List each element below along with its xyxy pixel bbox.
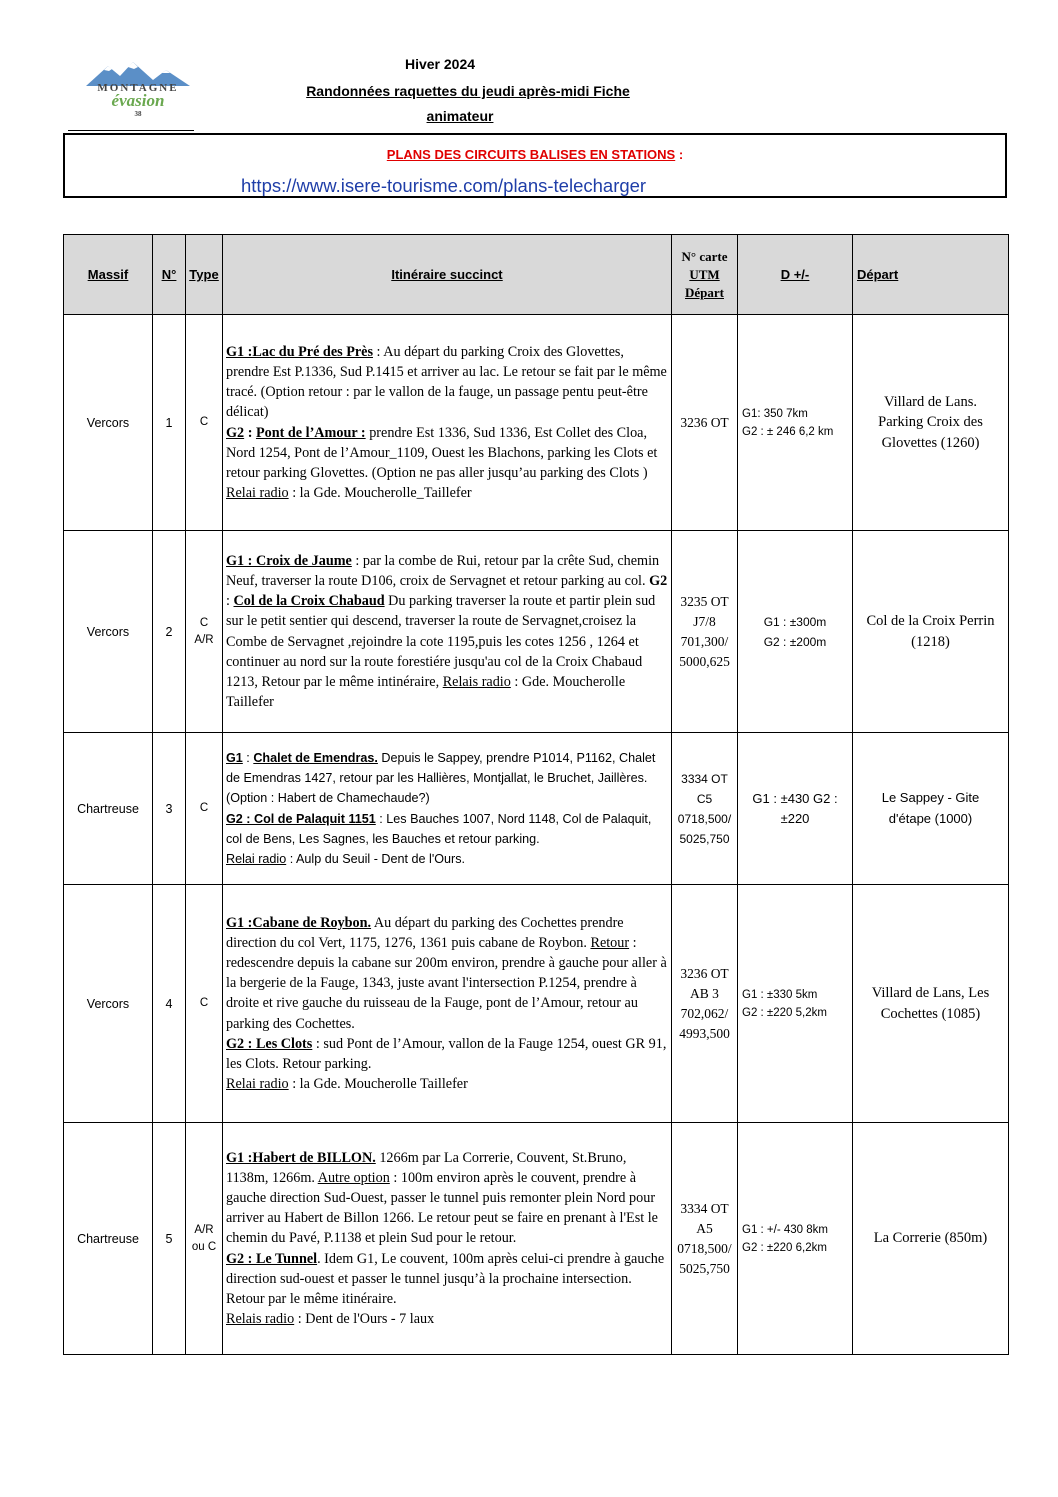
cell-depart: Le Sappey - Gite d'étape (1000) xyxy=(853,733,1009,885)
header-depart: Départ xyxy=(853,235,1009,315)
logo-text-montagne: MONTAGNE xyxy=(97,82,179,94)
cell-utm: 3236 OT AB 3 702,062/ 4993,500 xyxy=(672,885,738,1123)
cell-itinerary: G1 :Lac du Pré des Près : Au départ du parking Croix des Glovettes, prendre Est P.1336, Sud P.1415 et arriver au lac. Le retour se fait par le même tracé. (Option retour : par le vallon de la fauge, un passage pentu peut-être délicat) G2 : Pont de l’Amour : prendre Est 1336, Sud 1336, Est Collet des Cloa, Nord 1254, Pont de l’Amour_1109, Ouest les Blachons, parking les Clots et retour parking Glovettes. (Option ne pas aller jusqu’au parking des Clots ) Relai radio : la Gde. Moucherolle_Taillefer xyxy=(223,315,672,531)
cell-massif: Chartreuse xyxy=(64,1123,153,1355)
cell-elevation: G1 : ±330 5km G2 : ±220 5,2km xyxy=(738,885,853,1123)
plans-label: PLANS DES CIRCUITS BALISES EN STATIONS : xyxy=(386,147,684,162)
cell-num: 2 xyxy=(153,531,186,733)
cell-type: C xyxy=(186,733,223,885)
cell-elevation: G1: 350 7km G2 : ± 246 6,2 km xyxy=(738,315,853,531)
header-title: Randonnées raquettes du jeudi après-midi Fiche xyxy=(306,83,630,99)
cell-num: 3 xyxy=(153,733,186,885)
cell-itinerary: G1 : Croix de Jaume : par la combe de Rui, retour par la crête Sud, chemin Neuf, traverser la route D106, croix de Servagnet et retour parking au col. G2 : Col de la Croix Chabaud Du parking traverser la route et partir plein sud sur le petit sentier qui descend, traverser la route de Servagnet,croisez la Combe de Servagnet ,rejoindre la cote 1195,puis les cotes 1256 , 1264 et continuer au nord sur la route forestiére jusqu'au col de la Croix Chabaud 1213, Retour par le même intinéraire, Relais radio : Gde. Moucherolle Taillefer xyxy=(223,531,672,733)
logo xyxy=(78,58,198,120)
cell-elevation: G1 : ±430 G2 : ±220 xyxy=(738,733,853,885)
header-type: Type xyxy=(186,235,223,315)
header-subtitle: animateur xyxy=(426,108,494,124)
header-massif: Massif xyxy=(64,235,153,315)
cell-elevation: G1 : +/- 430 8km G2 : ±220 6,2km xyxy=(738,1123,853,1355)
cell-utm: 3334 OT C5 0718,500/ 5025,750 xyxy=(672,733,738,885)
table-row xyxy=(64,315,1009,531)
cell-itinerary: G1 :Habert de BILLON. 1266m par La Correrie, Couvent, St.Bruno, 1138m, 1266m. Autre option : 100m environ après le couvent, prendre à gauche direction Sud-Ouest, passer le tunnel puis remonter plein Nord pour arriver au Habert de Billon 1266. Le retour peut se faire en prenant à l'Est le chemin du Pavé, P.1138 et plein Sud pour le retour. G2 : Le Tunnel. Idem G1, Le couvent, 100m après celui-ci prendre à gauche direction sud-ouest et passer le tunnel jusqu’à la prochaine intersection. Retour par le même itinéraire. Relais radio : Dent de l'Ours - 7 laux xyxy=(223,1123,672,1355)
header-num: N° xyxy=(153,235,186,315)
table-row xyxy=(64,885,1009,1123)
cell-type: C xyxy=(186,885,223,1123)
cell-depart: Villard de Lans. Parking Croix des Glovettes (1260) xyxy=(853,315,1009,531)
cell-utm: 3334 OT A5 0718,500/ 5025,750 xyxy=(672,1123,738,1355)
plans-url-link[interactable]: https://www.isere-tourisme.com/plans-telecharger xyxy=(241,175,647,196)
header-elevation: D +/- xyxy=(738,235,853,315)
cell-num: 1 xyxy=(153,315,186,531)
plans-box xyxy=(63,133,1007,198)
table-row xyxy=(64,733,1009,885)
cell-utm: 3236 OT xyxy=(672,315,738,531)
cell-num: 5 xyxy=(153,1123,186,1355)
cell-massif: Vercors xyxy=(64,885,153,1123)
logo-text-38: 38 xyxy=(134,110,142,118)
cell-depart: Col de la Croix Perrin (1218) xyxy=(853,531,1009,733)
cell-elevation: G1 : ±300m G2 : ±200m xyxy=(738,531,853,733)
cell-type: C xyxy=(186,315,223,531)
header-utm: N° carte UTM Départ xyxy=(672,235,738,315)
logo-text-evasion: évasion xyxy=(111,91,165,110)
header-itinerary: Itinéraire succinct xyxy=(223,235,672,315)
cell-itinerary: G1 : Chalet de Emendras. Depuis le Sappey, prendre P1014, P1162, Chalet de Emendras 1427, retour par les Hallières, Montjallat, le Bruchet, Jaillères. (Option : Habert de Chamechaude?) G2 : Col de Palaquit 1151 : Les Bauches 1007, Nord 1148, Col de Palaquit, col de Bens, Les Sagnes, les Bauches et retour parking. Relai radio : Aulp du Seuil - Dent de l'Ours. xyxy=(223,733,672,885)
table-row xyxy=(64,531,1009,733)
header-year: Hiver 2024 xyxy=(404,56,476,72)
cell-itinerary: G1 :Cabane de Roybon. Au départ du parking des Cochettes prendre direction du col Vert, 1175, 1276, 1361 puis cabane de Roybon. Retour : redescendre depuis la cabane sur 200m environ, prendre à gauche pour aller à la bergerie de la Fauge, 1343, juste avant l'intersection P.1254, prendre à droite et rive gauche du ruisseau de la Fauge, pont de l’Amour, retour au parking des Cochettes. G2 : Les Clots : sud Pont de l’Amour, vallon de la Fauge 1254, ouest GR 91, les Clots. Retour parking. Relai radio : la Gde. Moucherolle Taillefer xyxy=(223,885,672,1123)
cell-type: C A/R xyxy=(186,531,223,733)
cell-utm: 3235 OT J7/8 701,300/ 5000,625 xyxy=(672,531,738,733)
cell-massif: Vercors xyxy=(64,531,153,733)
table-row xyxy=(64,1123,1009,1355)
cell-depart: Villard de Lans, Les Cochettes (1085) xyxy=(853,885,1009,1123)
cell-depart: La Correrie (850m) xyxy=(853,1123,1009,1355)
cell-type: A/R ou C xyxy=(186,1123,223,1355)
cell-massif: Chartreuse xyxy=(64,733,153,885)
table-header-row xyxy=(64,235,1009,315)
cell-massif: Vercors xyxy=(64,315,153,531)
header-rule xyxy=(68,130,194,131)
hikes-table xyxy=(63,234,1009,1355)
cell-num: 4 xyxy=(153,885,186,1123)
